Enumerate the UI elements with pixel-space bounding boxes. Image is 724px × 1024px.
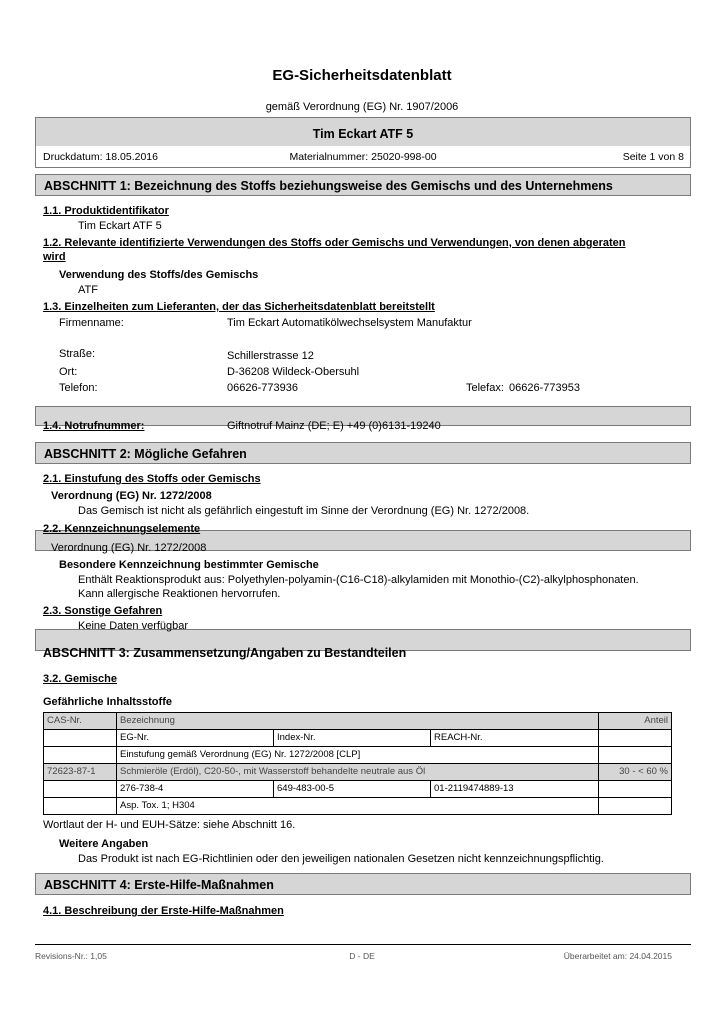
table-cell [599, 781, 672, 798]
header-cas: CAS-Nr. [44, 713, 117, 730]
phone-label: Telefon: [59, 382, 98, 394]
print-date: Druckdatum: 18.05.2016 [43, 151, 158, 163]
document-subtitle: gemäß Verordnung (EG) Nr. 1907/2006 [265, 101, 459, 113]
section-2-title: ABSCHNITT 2: Mögliche Gefahren [44, 447, 247, 461]
row-share: 30 - < 60 % [599, 764, 672, 781]
section-1-title: ABSCHNITT 1: Bezeichnung des Stoffs beziehungsweise des Gemischs und des Unternehmens [44, 179, 613, 193]
use-value: ATF [78, 284, 98, 296]
phone-value: 06626-773936 [227, 382, 298, 394]
section-3-title: ABSCHNITT 3: Zusammensetzung/Angaben zu Bestandteilen [43, 646, 407, 660]
regulation-2: Verordnung (EG) Nr. 1272/2008 [51, 542, 207, 554]
further-text: Das Produkt ist nach EG-Richtlinien oder den jeweiligen nationalen Gesetzen nicht kennzeichnungspflichtig. [78, 853, 604, 865]
ingredients-table [43, 712, 672, 815]
row-index: 649-483-00-5 [274, 781, 431, 798]
heading-2-2: 2.2. Kennzeichnungselemente [43, 523, 201, 535]
use-label: Verwendung des Stoffs/des Gemischs [59, 269, 259, 281]
heading-1-4: 1.4. Notrufnummer: [43, 420, 145, 432]
footer-language: D - DE [349, 951, 375, 961]
header-reach: REACH-Nr. [431, 730, 599, 747]
row-classification: Asp. Tox. 1; H304 [117, 798, 599, 815]
heading-1-2: 1.2. Relevante identifizierte Verwendungen des Stoffs oder Gemischs und Verwendungen, von denen abgeraten [43, 237, 626, 249]
street-value: Schillerstrasse 12 [227, 350, 314, 362]
section-2-header [35, 442, 691, 464]
product-header-box [35, 117, 691, 168]
heading-1-2-cont: wird [43, 251, 66, 263]
row-reach: 01-2119474889-13 [431, 781, 599, 798]
regulation-1: Verordnung (EG) Nr. 1272/2008 [51, 490, 212, 502]
table-cell [44, 747, 117, 764]
table-cell [599, 798, 672, 815]
special-label: Besondere Kennzeichnung bestimmter Gemische [59, 559, 319, 571]
header-index: Index-Nr. [274, 730, 431, 747]
heading-4-1: 4.1. Beschreibung der Erste-Hilfe-Maßnahmen [43, 905, 284, 917]
section-4-header [35, 873, 691, 895]
table-subheader-row [44, 730, 672, 747]
heading-1-3: 1.3. Einzelheiten zum Lieferanten, der das Sicherheitsdatenblatt bereitstellt [43, 301, 435, 313]
table-cell [44, 730, 117, 747]
page-number: Seite 1 von 8 [622, 151, 684, 163]
footer-revision: Revisions-Nr.: 1,05 [35, 951, 107, 961]
header-eg: EG-Nr. [117, 730, 274, 747]
special-line-2: Kann allergische Reaktionen hervorrufen. [78, 588, 281, 600]
section-4-title: ABSCHNITT 4: Erste-Hilfe-Maßnahmen [44, 878, 274, 892]
table-row [44, 798, 672, 815]
footer-rule [35, 944, 691, 945]
heading-3-2: 3.2. Gemische [43, 673, 117, 685]
emergency-number: Giftnotruf Mainz (DE; E) +49 (0)6131-19240 [227, 420, 441, 432]
company-label: Firmenname: [59, 317, 124, 329]
table-row [44, 781, 672, 798]
table-class-header-row [44, 747, 672, 764]
city-label: Ort: [59, 366, 78, 378]
heading-1-1: 1.1. Produktidentifikator [43, 205, 169, 217]
table-cell [44, 798, 117, 815]
header-share: Anteil [599, 713, 672, 730]
company-value: Tim Eckart Automatikölwechselsystem Manufaktur [227, 317, 472, 329]
fax-label: Telefax: [466, 382, 504, 394]
header-name: Bezeichnung [117, 713, 599, 730]
hazardous-label: Gefährliche Inhaltsstoffe [43, 696, 172, 708]
row-cas: 72623-87-1 [44, 764, 117, 781]
heading-2-3: 2.3. Sonstige Gefahren [43, 605, 163, 617]
material-number: Materialnummer: 25020-998-00 [289, 151, 437, 163]
row-name: Schmieröle (Erdöl), C20-50-, mit Wasserstoff behandelte neutrale aus Öl [117, 764, 599, 781]
document-title: EG-Sicherheitsdatenblatt [272, 67, 452, 84]
table-cell [599, 747, 672, 764]
further-label: Weitere Angaben [59, 838, 149, 850]
table-row [44, 764, 672, 781]
section-1-header [35, 174, 691, 196]
classification-text: Das Gemisch ist nicht als gefährlich eingestuft im Sinne der Verordnung (EG) Nr. 1272/2008. [78, 505, 530, 517]
street-label: Straße: [59, 348, 96, 360]
product-name: Tim Eckart ATF 5 [312, 127, 414, 141]
header-classification: Einstufung gemäß Verordnung (EG) Nr. 1272/2008 [CLP] [117, 747, 599, 764]
table-header-row [44, 713, 672, 730]
fax-value: 06626-773953 [509, 382, 580, 394]
other-hazards: Keine Daten verfügbar [78, 620, 189, 632]
special-line-1: Enthält Reaktionsprodukt aus: Polyethylen-polyamin-(C16-C18)-alkylamiden mit Monothio-(C2)-alkylphosphonaten. [78, 574, 639, 586]
heading-2-1: 2.1. Einstufung des Stoffs oder Gemischs [43, 473, 261, 485]
row-eg: 276-738-4 [117, 781, 274, 798]
footer-revised-date: Überarbeitet am: 24.04.2015 [563, 951, 672, 961]
product-identifier: Tim Eckart ATF 5 [78, 220, 162, 232]
table-cell [599, 730, 672, 747]
table-cell [44, 781, 117, 798]
wording-note: Wortlaut der H- und EUH-Sätze: siehe Abschnitt 16. [43, 819, 296, 831]
city-value: D-36208 Wildeck-Obersuhl [227, 366, 360, 378]
